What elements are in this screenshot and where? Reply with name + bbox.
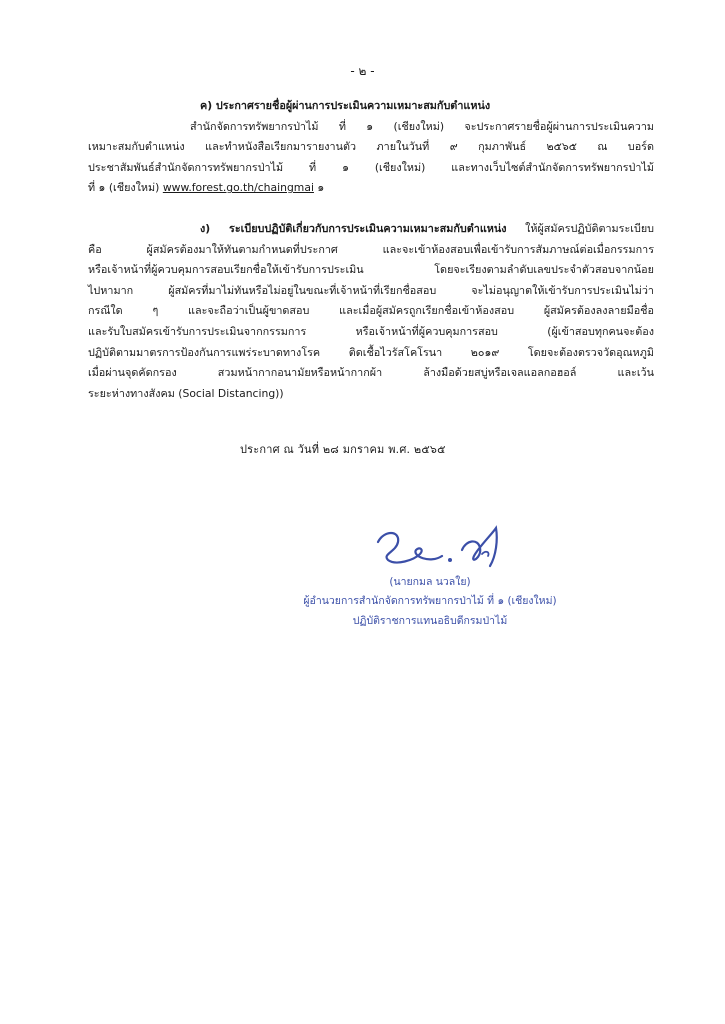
handwritten-signature [370, 520, 520, 576]
section-c-line-4-suffix: ๑ [313, 181, 325, 195]
section-d-line-9: ระยะห่างทางสังคม (Social Distancing)) [88, 386, 284, 400]
section-d-line-5: กรณีใด ๆ และจะถือว่าเป็นผู้ขาดสอบ และเมื่อผู้สมัครถูกเรียกชื่อเข้าห้องสอบ ผู้สมัครต้องลงลายมือชื่อ [88, 304, 654, 318]
section-d-line-1 [88, 219, 654, 240]
section-c-line-4-prefix: ที่ ๑ (เชียงใหม่) [88, 181, 163, 195]
section-d-line-4: ไปหามาก ผู้สมัครที่มาไม่ทันหรือไม่อยู่ในขณะที่เจ้าหน้าที่เรียกชื่อสอบ จะไม่อนุญาตให้เข้ารับการประเมินไม่ว่า [88, 283, 654, 297]
page-number: - ๒ - [350, 64, 375, 78]
section-c-line-1: สำนักจัดการทรัพยากรป่าไม้ ที่ ๑ (เชียงใหม่) จะประกาศรายชื่อผู้ผ่านการประเมินความ [190, 119, 654, 133]
section-d-line-6: และรับใบสมัครเข้ารับการประเมินจากกรรมการ หรือเจ้าหน้าที่ผู้ควบคุมการสอบ (ผู้เข้าสอบทุกคนจะต้อง [88, 324, 654, 338]
section-d-heading-rest: ให้ผู้สมัครปฏิบัติตามระเบียบ [506, 221, 654, 235]
section-c-line-4 [88, 178, 654, 199]
section-d-line-2: คือ ผู้สมัครต้องมาให้ทันตามกำหนดที่ประกาศ และจะเข้าห้องสอบเพื่อเข้ารับการสัมภาษณ์ต่อเมื่อกรรมการ [88, 242, 654, 256]
section-c-line-2: เหมาะสมกับตำแหน่ง และทำหนังสือเรียกมารายงานตัว ภายในวันที่ ๙ กุมภาพันธ์ ๒๕๖๕ ณ บอร์ด [88, 140, 654, 154]
document-body [88, 96, 654, 404]
section-d-line-7: ปฏิบัติตามมาตรการป้องกันการแพร่ระบาดทางโรค ติดเชื้อไวรัสโคโรนา ๒๐๑๙ โดยจะต้องตรวจวัดอุณหภูมิ [88, 345, 654, 359]
announcement-date: ประกาศ ณ วันที่ ๒๘ มกราคม พ.ศ. ๒๕๖๕ [240, 443, 446, 456]
signer-name: (นายกมล นวลใย) [389, 576, 471, 588]
section-d-heading: ง) ระเบียบปฏิบัติเกี่ยวกับการประเมินความเหมาะสมกับตำแหน่ง [200, 221, 507, 235]
forest-website-link[interactable]: www.forest.go.th/chaingmai [162, 181, 314, 195]
section-d-line-3: หรือเจ้าหน้าที่ผู้ควบคุมการสอบเรียกชื่อให้เข้ารับการประเมิน โดยจะเรียงตามลำดับเลขประจำตัวสอบจากน้อย [88, 263, 654, 277]
section-c-line-3: ประชาสัมพันธ์สำนักจัดการทรัพยากรป่าไม้ ที่ ๑ (เชียงใหม่) และทางเว็บไซต์สำนักจัดการทรัพยากรป่าไม้ [88, 160, 654, 174]
signer-title: ผู้อำนวยการสำนักจัดการทรัพยากรป่าไม้ ที่ ๑ (เชียงใหม่) [303, 595, 557, 607]
paragraph-gap [88, 199, 654, 219]
signature-block [280, 520, 580, 650]
section-c-heading: ค) ประกาศรายชื่อผู้ผ่านการประเมินความเหมาะสมกับตำแหน่ง [200, 99, 491, 112]
signer-subtitle: ปฏิบัติราชการแทนอธิบดีกรมป่าไม้ [352, 615, 508, 627]
section-d-line-8: เมื่อผ่านจุดคัดกรอง สวมหน้ากากอนามัยหรือหน้ากากผ้า ล้างมือด้วยสบู่หรือเจลแอลกอฮอล์ และเว้น [88, 366, 654, 380]
